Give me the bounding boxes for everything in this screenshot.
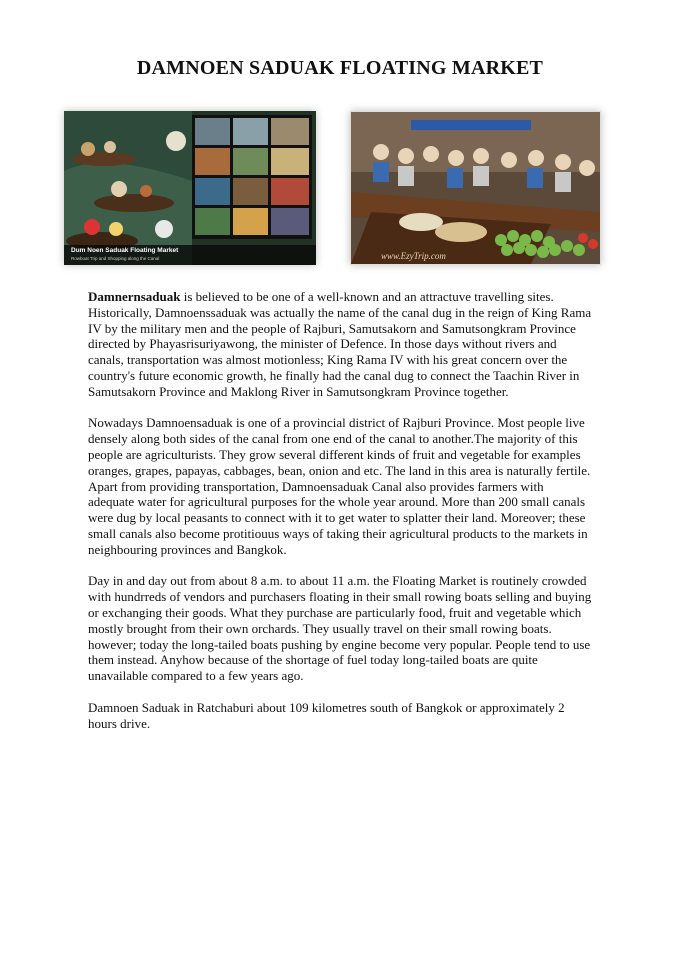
image-subcaption: Rowboat Trip and Shopping along the Canal [71,256,160,261]
collage-illustration [64,111,316,265]
boats-illustration [351,112,600,264]
page-title: DAMNOEN SADUAK FLOATING MARKET [136,57,544,79]
paragraph-market-hours: Day in and day out from about 8 a.m. to about 11 a.m. the Floating Market is routinely crowded with hundrreds of vendors and purchasers floating in their small rowing boats selling and buying or exchanging their goods. What they purchase are particularly food, fruit and vegetable which mostly brought from their own orchards. They usually travel on their small rowing boats. however; today the long-tailed boats pushing by engine become very popular. People tend to use them instead. Anyhow because of the shortage of fuel today long-tailed boats are quite unavailable compared to a few years ago. [88,573,592,684]
image-watermark: www.EzyTrip.com [381,251,446,261]
paragraph-location: Damnoen Saduak in Ratchaburi about 109 kilometres south of Bangkok or approximately 2 hours drive. [88,699,565,731]
image-caption-bar [64,245,316,265]
article-body [88,289,593,747]
paragraph-district: Nowadays Damnoensaduak is one of a provincial district of Rajburi Province. Most people live densely along both sides of the canal from one end of the canal to another.The majority of this people are agriculturists. They grow several different kinds of fruit and vegetable for examples oranges, grapes, papayas, cabbages, bean, onion and etc. The land in this area is naturally fertile. Apart from providing transportation, Damnoensaduak Canal also provides farmers with adequate water for agricultural purposes for the whole year around. More than 200 small canals were dug by local peasants to connect with it to get water to splatter their land. Moreover; these small canals also become protitiouus ways of taking their agricultural products to the markets in neighbouring provinces and Bangkok. [88,415,591,557]
paragraph-history-text: is believed to be one of a well-known and an attractuve travelling sites. Historically, Damnoenssaduak was actually the name of the canal dug in the reign of King Rama IV by the military men and the people of Rajburi, Samutsakorn and Samutsongkram Province directed by Phayasrisuriyawong, the minister of Defence. In those days without rivers and canals, transportation was almost motionless; King Rama IV with his great concern over the country's future economic growth, he finally had the canal dug to connect the Taachin River in Samutsakorn Province and Maklong River in Samutsongkram Province together. [88,289,592,399]
paragraph-lead-term: Damnernsaduak [88,289,181,304]
floating-market-collage-image [64,111,316,265]
floating-market-boats-photo [350,111,601,265]
image-caption: Dum Noen Saduak Floating Market [71,247,179,254]
paragraph-history [88,289,593,400]
